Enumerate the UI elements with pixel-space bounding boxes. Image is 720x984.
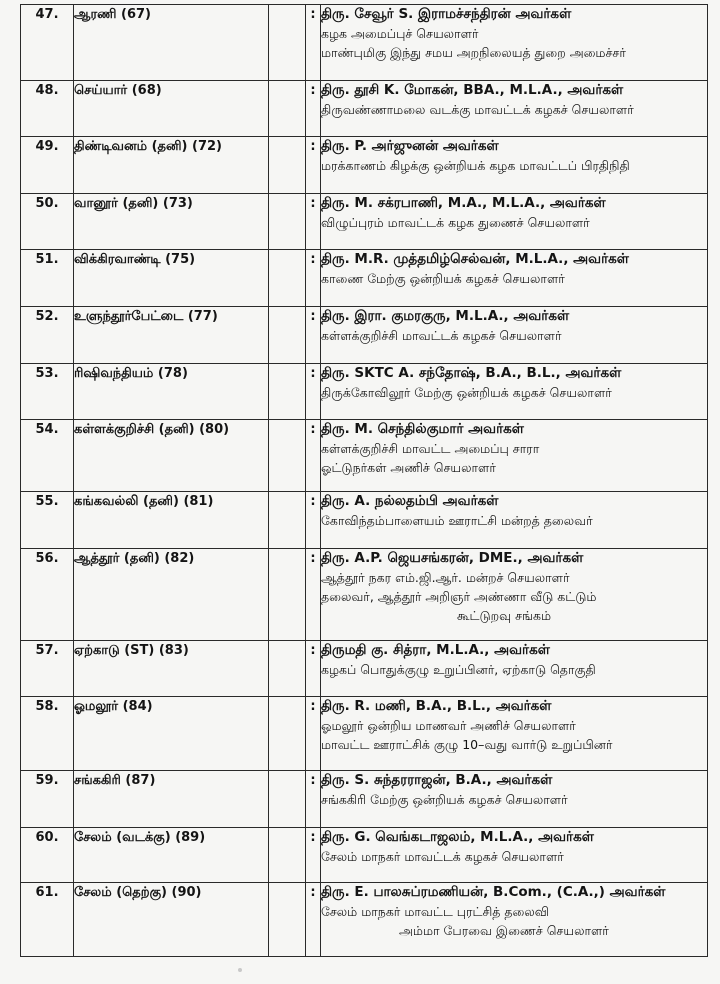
- row-number: 61.: [21, 883, 74, 957]
- table-row: [21, 250, 708, 307]
- constituency-cell: ஆரணி (67): [74, 5, 269, 81]
- candidate-position: ஆத்தூர் நகர எம்.ஜி.ஆர். மன்றச் செயலாளர்: [321, 570, 570, 585]
- table-row: [21, 549, 708, 641]
- candidate-details: [321, 883, 708, 957]
- candidate-name: திரு. தூசி K. மோகன், BBA., M.L.A., அவர்கள்: [321, 82, 624, 98]
- row-number: 48.: [21, 81, 74, 137]
- separator-colon: :: [306, 828, 321, 883]
- row-number: 53.: [21, 364, 74, 420]
- candidate-position: கோவிந்தம்பாளையம் ஊராட்சி மன்றத் தலைவர்: [321, 513, 593, 528]
- candidate-position: சேலம் மாநகர் மாவட்டக் கழகச் செயலாளர்: [321, 849, 564, 864]
- candidate-position: மரக்காணம் கிழக்கு ஒன்றியக் கழக மாவட்டப் பிரதிநிதி: [321, 158, 630, 173]
- separator-colon: :: [306, 492, 321, 549]
- candidate-name: திரு. G. வெங்கடாஜலம், M.L.A., அவர்கள்: [321, 829, 594, 845]
- constituency-cell: ஓமலூர் (84): [74, 697, 269, 771]
- separator-colon: :: [306, 81, 321, 137]
- row-number: 49.: [21, 137, 74, 194]
- row-number: 47.: [21, 5, 74, 81]
- separator-colon: :: [306, 883, 321, 957]
- candidate-name: திரு. சேவூர் S. இராமச்சந்திரன் அவர்கள்: [321, 6, 572, 22]
- candidate-details: [321, 194, 708, 250]
- row-number: 60.: [21, 828, 74, 883]
- candidate-position: திருக்கோவிலூர் மேற்கு ஒன்றியக் கழகச் செயலாளர்: [321, 385, 612, 400]
- candidate-details: [321, 697, 708, 771]
- constituency-cell: சங்ககிரி (87): [74, 771, 269, 828]
- candidate-name: திரு. S. சுந்தரராஜன், B.A., அவர்கள்: [321, 772, 553, 788]
- table-row: [21, 194, 708, 250]
- candidate-details: [321, 771, 708, 828]
- constituency-cell: சேலம் (தெற்கு) (90): [74, 883, 269, 957]
- candidate-details: [321, 641, 708, 697]
- table-row: [21, 771, 708, 828]
- row-number: 50.: [21, 194, 74, 250]
- candidate-name: திரு. R. மணி, B.A., B.L., அவர்கள்: [321, 698, 552, 714]
- candidate-details: [321, 549, 708, 641]
- candidate-details: [321, 828, 708, 883]
- table-row: [21, 492, 708, 549]
- candidate-details: [321, 137, 708, 194]
- constituency-cell: சேலம் (வடக்கு) (89): [74, 828, 269, 883]
- constituency-cell: வானூர் (தனி) (73): [74, 194, 269, 250]
- constituency-cell: விக்கிரவாண்டி (75): [74, 250, 269, 307]
- table-row: [21, 828, 708, 883]
- candidate-position: விழுப்புரம் மாவட்டக் கழக துணைச் செயலாளர்: [321, 215, 590, 230]
- candidate-name: திரு. A.P. ஜெயசங்கரன், DME., அவர்கள்: [321, 550, 584, 566]
- separator-colon: :: [306, 697, 321, 771]
- candidate-name: திரு. M.R. முத்தமிழ்செல்வன், M.L.A., அவர்கள்: [321, 251, 629, 267]
- separator-colon: :: [306, 549, 321, 641]
- candidate-position: திருவண்ணாமலை வடக்கு மாவட்டக் கழகச் செயலாளர்: [321, 102, 634, 117]
- row-number: 51.: [21, 250, 74, 307]
- row-number: 58.: [21, 697, 74, 771]
- constituency-cell: ஆத்தூர் (தனி) (82): [74, 549, 269, 641]
- candidate-name: திரு. M. செந்தில்குமார் அவர்கள்: [321, 421, 524, 437]
- candidate-position: கூட்டுறவு சங்கம்: [457, 608, 552, 623]
- separator-colon: :: [306, 5, 321, 81]
- table-row: [21, 5, 708, 81]
- constituency-cell: திண்டிவனம் (தனி) (72): [74, 137, 269, 194]
- separator-colon: :: [306, 137, 321, 194]
- separator-colon: :: [306, 420, 321, 492]
- candidate-details: [321, 307, 708, 364]
- candidate-details: [321, 420, 708, 492]
- candidate-position: கள்ளக்குறிச்சி மாவட்ட அமைப்பு சாரா: [321, 441, 540, 456]
- candidate-name: திரு. SKTC A. சந்தோஷ், B.A., B.L., அவர்கள்: [321, 365, 622, 381]
- constituency-cell: கள்ளக்குறிச்சி (தனி) (80): [74, 420, 269, 492]
- candidate-position: ஓமலூர் ஒன்றிய மாணவர் அணிச் செயலாளர்: [321, 718, 576, 733]
- candidate-position: மாண்புமிகு இந்து சமய அறநிலையத் துறை அமைச்சர்: [321, 45, 626, 60]
- candidate-name: திரு. A. நல்லதம்பி அவர்கள்: [321, 493, 499, 509]
- candidate-details: [321, 492, 708, 549]
- table-row: [21, 697, 708, 771]
- candidate-position: கழகப் பொதுக்குழு உறுப்பினர், ஏற்காடு தொகுதி: [321, 662, 596, 677]
- candidate-position: ஓட்டுநர்கள் அணிச் செயலாளர்: [321, 460, 496, 475]
- constituency-cell: கங்கவல்லி (தனி) (81): [74, 492, 269, 549]
- page-mark: [238, 968, 242, 972]
- separator-colon: :: [306, 641, 321, 697]
- candidate-position: காணை மேற்கு ஒன்றியக் கழகச் செயலாளர்: [321, 271, 565, 286]
- candidate-position: தலைவர், ஆத்தூர் அறிஞர் அண்ணா வீடு கட்டும்: [321, 589, 597, 604]
- row-number: 57.: [21, 641, 74, 697]
- table-row: [21, 307, 708, 364]
- row-number: 54.: [21, 420, 74, 492]
- table-row: [21, 641, 708, 697]
- candidate-details: [321, 364, 708, 420]
- constituency-cell: ரிஷிவந்தியம் (78): [74, 364, 269, 420]
- separator-colon: :: [306, 771, 321, 828]
- table-row: [21, 137, 708, 194]
- candidate-name: திருமதி கு. சித்ரா, M.L.A., அவர்கள்: [321, 642, 550, 658]
- candidate-details: [321, 5, 708, 81]
- candidate-position: சேலம் மாநகர் மாவட்ட புரட்சித் தலைவி: [321, 904, 549, 919]
- separator-colon: :: [306, 364, 321, 420]
- candidate-details: [321, 81, 708, 137]
- row-number: 55.: [21, 492, 74, 549]
- separator-colon: :: [306, 250, 321, 307]
- constituency-cell: ஏற்காடு (ST) (83): [74, 641, 269, 697]
- candidate-position: சங்ககிரி மேற்கு ஒன்றியக் கழகச் செயலாளர்: [321, 792, 568, 807]
- table-row: [21, 364, 708, 420]
- candidate-position: கள்ளக்குறிச்சி மாவட்டக் கழகச் செயலாளர்: [321, 328, 562, 343]
- constituency-cell: செய்யார் (68): [74, 81, 269, 137]
- separator-colon: :: [306, 307, 321, 364]
- table-row: [21, 81, 708, 137]
- row-number: 56.: [21, 549, 74, 641]
- candidate-table: [20, 4, 708, 957]
- separator-colon: :: [306, 194, 321, 250]
- candidate-name: திரு. P. அர்ஜுனன் அவர்கள்: [321, 138, 499, 154]
- candidate-details: [321, 250, 708, 307]
- candidate-name: திரு. இரா. குமரகுரு, M.L.A., அவர்கள்: [321, 308, 570, 324]
- constituency-cell: உளுந்தூர்பேட்டை (77): [74, 307, 269, 364]
- candidate-name: திரு. E. பாலசுப்ரமணியன், B.Com., (C.A.,) அவர்கள்: [321, 884, 666, 900]
- candidate-position: கழக அமைப்புச் செயலாளர்: [321, 26, 479, 41]
- table-row: [21, 883, 708, 957]
- candidate-position: அம்மா பேரவை இணைச் செயலாளர்: [399, 923, 609, 938]
- table-row: [21, 420, 708, 492]
- candidate-name: திரு. M. சக்ரபாணி, M.A., M.L.A., அவர்கள்: [321, 195, 606, 211]
- candidate-position: மாவட்ட ஊராட்சிக் குழு 10–வது வார்டு உறுப்பினர்: [321, 737, 613, 752]
- row-number: 59.: [21, 771, 74, 828]
- row-number: 52.: [21, 307, 74, 364]
